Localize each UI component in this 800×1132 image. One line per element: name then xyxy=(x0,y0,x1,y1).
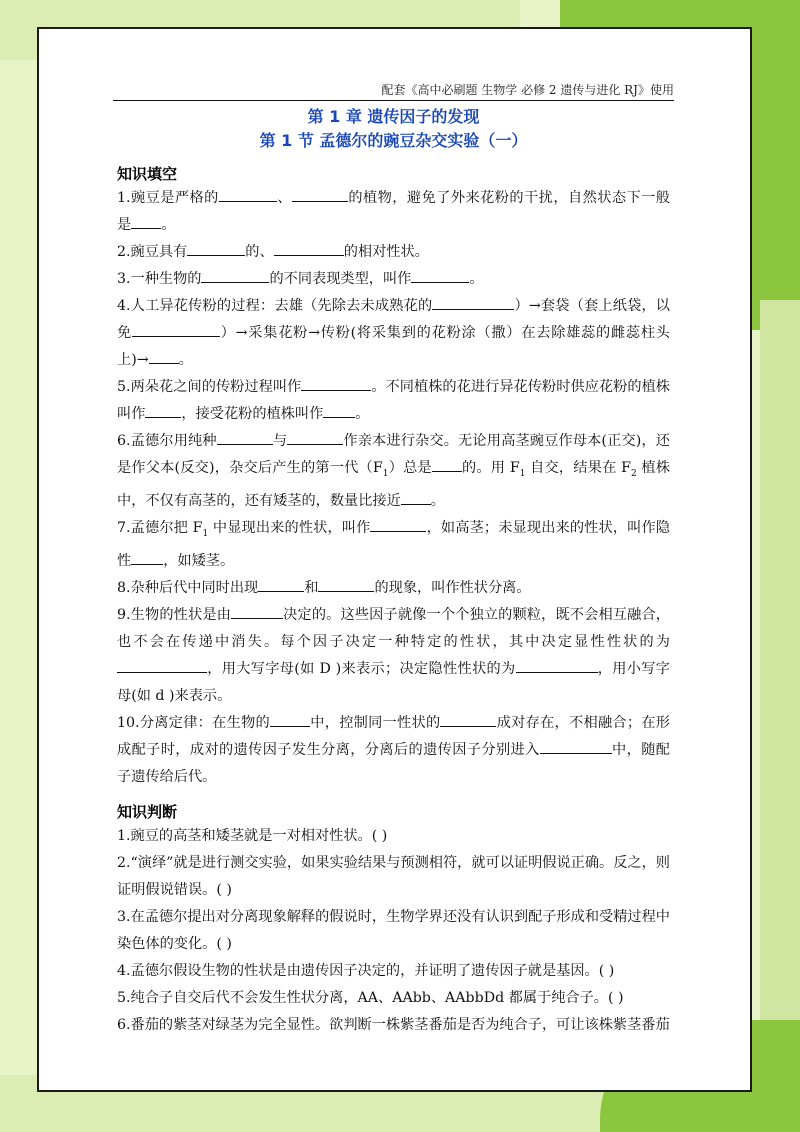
fill-heading: 知识填空 xyxy=(117,165,178,183)
fill-question-6: 6.孟德尔用纯种 与 作亲本进行杂交。无论用高茎豌豆作母本(正交)，还是作父本(反交)，杂交后产生的第一代$(F_1)$总是 的。用 $F_1$ 自交，结果在 $F_2$ 植株中，不仅有高茎的，还有矮茎的，数量比接近 。 xyxy=(117,428,670,515)
answer-blank[interactable] xyxy=(440,712,496,727)
answer-blank[interactable] xyxy=(219,187,277,202)
answer-blank[interactable] xyxy=(292,187,348,202)
answer-blank[interactable] xyxy=(432,457,462,472)
fill-question-5: 5.两朵花之间的传粉过程叫作 。不同植株的花进行异花传粉时供应花粉的植株叫作 ，接受花粉的植株叫作 。 xyxy=(117,374,670,428)
judge-question-5: 5.纯合子自交后代不会发生性状分离，AA、AAbb、AAbbDd 都属于纯合子。( ) xyxy=(117,989,624,1006)
answer-blank[interactable] xyxy=(516,658,598,673)
answer-blank[interactable] xyxy=(217,430,273,445)
answer-blank[interactable] xyxy=(117,658,207,673)
fill-question-9: 9.生物的性状是由 决定的。这些因子就像一个个独立的颗粒，既不会相互融合，也不会在传递中消失。每个因子决定一种特定的性状，其中决定显性性状的为，用大写字母(如 D )来表示；决定隐性性状的为 ，用小写字母(如 d )来表示。 xyxy=(117,602,670,710)
answer-blank[interactable] xyxy=(145,403,181,418)
judge-question-6: 6.番茄的紫茎对绿茎为完全显性。欲判断一株紫茎番茄是否为纯合子，可让该株紫茎番茄 xyxy=(117,1016,670,1033)
answer-blank[interactable] xyxy=(258,577,304,592)
fill-question-7: 7.孟德尔把 $F_1$ 中显现出来的性状，叫作 ，如高茎；未显现出来的性状，叫作隐性 ，如矮茎。 xyxy=(117,515,670,575)
judge-question-2: 2.“演绎”就是进行测交实验，如果实验结果与预测相符，就可以证明假说正确。反之，则证明假说错误。( ) xyxy=(117,854,670,898)
fill-question-4: 4.人工异花传粉的过程：去雄（先除去未成熟花的 ）→套袋（套上纸袋，以免 ）→采集花粉→传粉(将采集到的花粉涂（撒）在去除雄蕊的雌蕊柱头上)→ 。 xyxy=(117,293,670,374)
worksheet-page xyxy=(37,27,752,1092)
answer-blank[interactable] xyxy=(274,241,344,256)
fill-question-2: 2.豌豆具有 的、 的相对性状。 xyxy=(117,239,670,266)
fill-question-3: 3.一种生物的 的不同表现类型，叫作 。 xyxy=(117,266,670,293)
answer-blank[interactable] xyxy=(270,712,310,727)
judge-question-1: 1.豌豆的高茎和矮茎就是一对相对性状。( ) xyxy=(117,827,388,844)
answer-blank[interactable] xyxy=(201,268,269,283)
page-header: 配套《高中必刷题 生物学 必修 2 遗传与进化 RJ》使用 xyxy=(113,81,674,101)
background-shape xyxy=(760,300,800,1132)
answer-blank[interactable] xyxy=(131,550,163,565)
answer-blank[interactable] xyxy=(149,349,179,364)
answer-blank[interactable] xyxy=(132,322,220,337)
answer-blank[interactable] xyxy=(231,604,283,619)
chapter-title: 第 1 章 遗传因子的发现 xyxy=(307,107,480,126)
answer-blank[interactable] xyxy=(131,214,161,229)
section-title: 第 1 节 孟德尔的豌豆杂交实验（一） xyxy=(259,131,528,150)
answer-blank[interactable] xyxy=(411,268,469,283)
answer-blank[interactable] xyxy=(432,295,514,310)
answer-blank[interactable] xyxy=(318,577,374,592)
answer-blank[interactable] xyxy=(287,430,343,445)
fill-question-10: 10.分离定律：在生物的 中，控制同一性状的 成对存在，不相融合；在形成配子时，成对的遗传因子发生分离，分离后的遗传因子分别进入 中，随配子遗传给后代。 xyxy=(117,710,670,791)
answer-blank[interactable] xyxy=(323,403,355,418)
judge-question-3: 3.在孟德尔提出对分离现象解释的假说时，生物学界还没有认识到配子形成和受精过程中染色体的变化。( ) xyxy=(117,908,670,952)
judge-question-4: 4.孟德尔假设生物的性状是由遗传因子决定的，并证明了遗传因子就是基因。( ) xyxy=(117,962,615,979)
answer-blank[interactable] xyxy=(301,376,371,391)
fill-question-1: 1.豌豆是严格的 、 的植物，避免了外来花粉的干扰，自然状态下一般是 。 xyxy=(117,185,670,239)
answer-blank[interactable] xyxy=(370,517,426,532)
fill-question-8: 8.杂种后代中同时出现 和 的现象，叫作性状分离。 xyxy=(117,575,670,602)
answer-blank[interactable] xyxy=(187,241,245,256)
answer-blank[interactable] xyxy=(540,739,612,754)
answer-blank[interactable] xyxy=(401,490,431,505)
judge-heading: 知识判断 xyxy=(117,802,178,821)
